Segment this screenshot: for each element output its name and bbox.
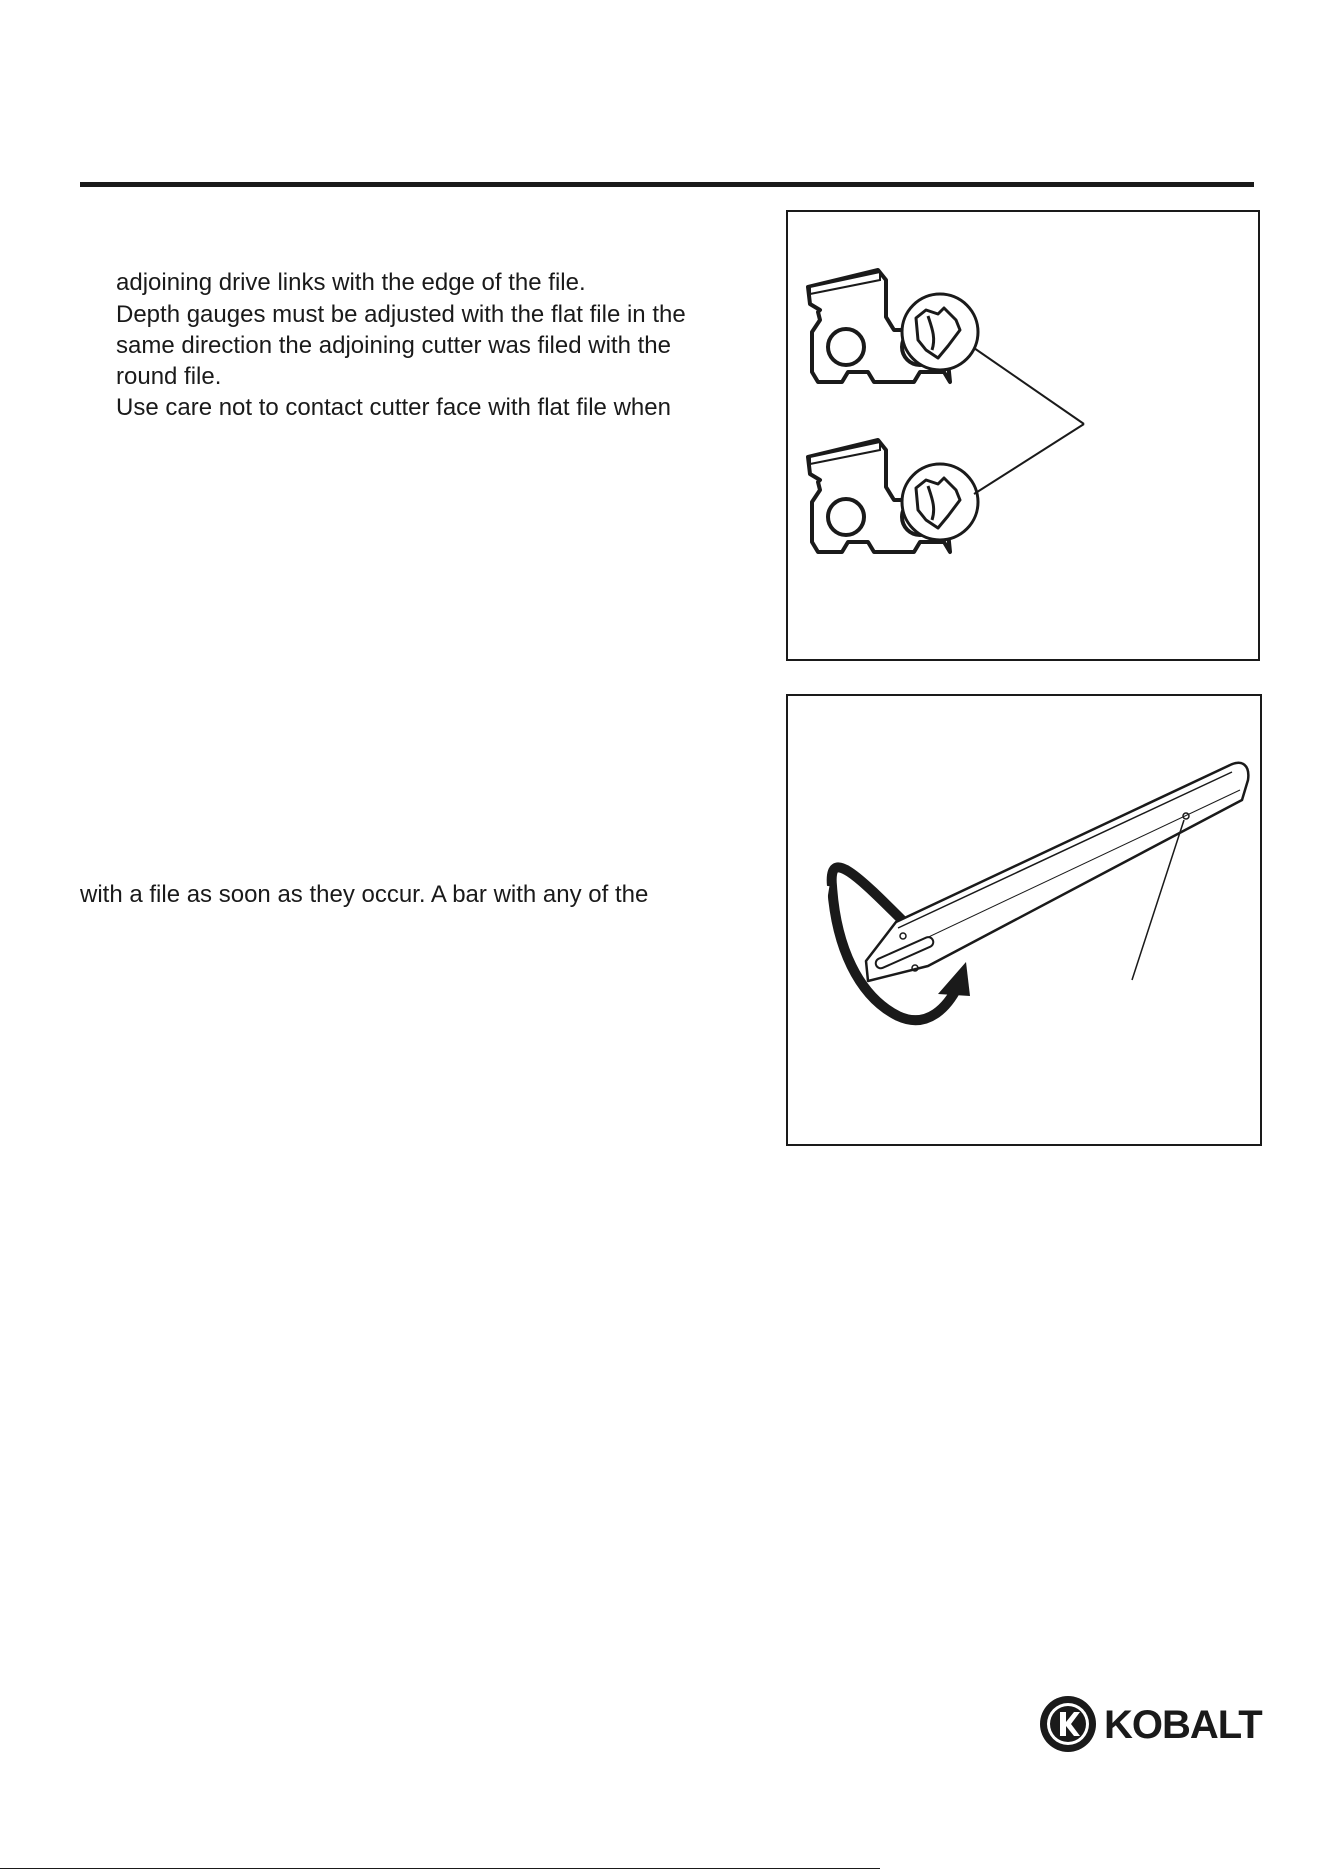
chain-cutter-figure — [786, 210, 1260, 661]
kobalt-k-mark-icon — [1038, 1693, 1100, 1755]
guide-bar-figure — [786, 694, 1262, 1146]
paragraph-line: Depth gauges must be adjusted with the flat file in the — [116, 301, 686, 328]
paragraph-line: with a file as soon as they occur. A bar with any of the — [80, 881, 649, 908]
paragraph-line: same direction the adjoining cutter was filed with the — [116, 332, 671, 359]
header-rule — [80, 182, 1254, 187]
paragraph-line: round file. — [116, 363, 222, 390]
paragraph-line: Use care not to contact cutter face with flat file when — [116, 394, 671, 421]
paragraph-line: adjoining drive links with the edge of the file. — [116, 269, 586, 296]
footer-rule — [0, 1868, 880, 1869]
guide-bar-rotation-diagram-icon — [788, 696, 1264, 1148]
chain-cutter-diagram-icon — [788, 212, 1262, 663]
kobalt-logo — [1038, 1693, 1264, 1755]
kobalt-logo-text: KOBALT — [1104, 1703, 1262, 1747]
